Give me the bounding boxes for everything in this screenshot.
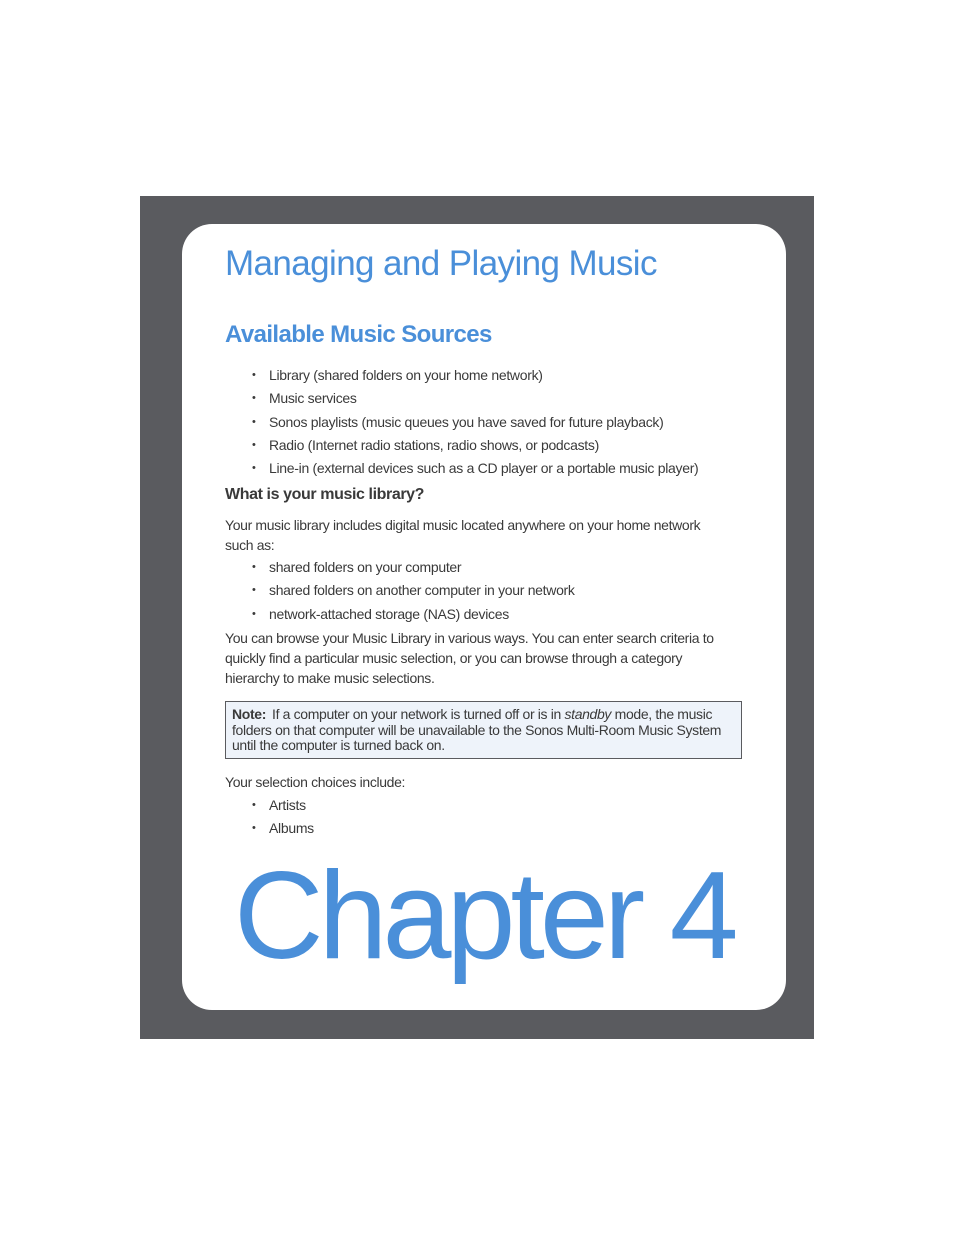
library-heading: What is your music library? (225, 486, 425, 503)
bullet-icon: • (252, 822, 256, 835)
chapter-label: Chapter 4 (234, 847, 734, 985)
list-item: • Sonos playlists (music queues you have saved for future playback) (225, 411, 698, 434)
bullet-icon: • (252, 392, 256, 405)
page-title: Managing and Playing Music (225, 244, 657, 283)
list-item: • Albums (225, 817, 314, 840)
bullet-icon: • (252, 438, 256, 451)
note-label: Note: (232, 706, 267, 722)
bullet-icon: • (252, 799, 256, 811)
list-item: • Radio (Internet radio stations, radio shows, or podcasts) (225, 434, 698, 457)
bullet-icon: • (252, 561, 256, 573)
sources-list (225, 364, 698, 480)
bullet-icon: • (252, 584, 256, 597)
note-text-before: If a computer on your network is turned off or is in (272, 706, 561, 722)
bullet-icon: • (252, 369, 256, 381)
note-emphasis: standby (564, 706, 612, 722)
list-item: • Library (shared folders on your home network) (225, 364, 698, 387)
bullet-icon: • (252, 607, 256, 620)
choices-intro: Your selection choices include: (225, 774, 406, 790)
choices-list (225, 794, 314, 841)
note-text-after: mode, the music folders on that computer will be unavailable to the Sonos Multi-Room Music System until the computer is turned back on. (232, 706, 722, 753)
bullet-icon: • (252, 462, 256, 475)
browse-paragraph: You can browse your Music Library in various ways. You can enter search criteria to quickly find a particular music selection, or you can browse through a category hierarchy to make music selections. (225, 630, 714, 686)
note-box (225, 701, 742, 759)
chapter-card (182, 224, 786, 1010)
list-item: • shared folders on your computer (225, 556, 575, 579)
list-item: • Music services (225, 387, 698, 410)
library-locations-list (225, 556, 575, 626)
list-item: • Artists (225, 794, 314, 817)
list-item: • Line-in (external devices such as a CD player or a portable music player) (225, 457, 698, 480)
section-title: Available Music Sources (225, 321, 492, 348)
list-item: • network-attached storage (NAS) devices (225, 603, 575, 626)
list-item: • shared folders on another computer in your network (225, 579, 575, 602)
bullet-icon: • (252, 415, 256, 428)
library-intro: Your music library includes digital music located anywhere on your home network such as: (225, 517, 701, 553)
